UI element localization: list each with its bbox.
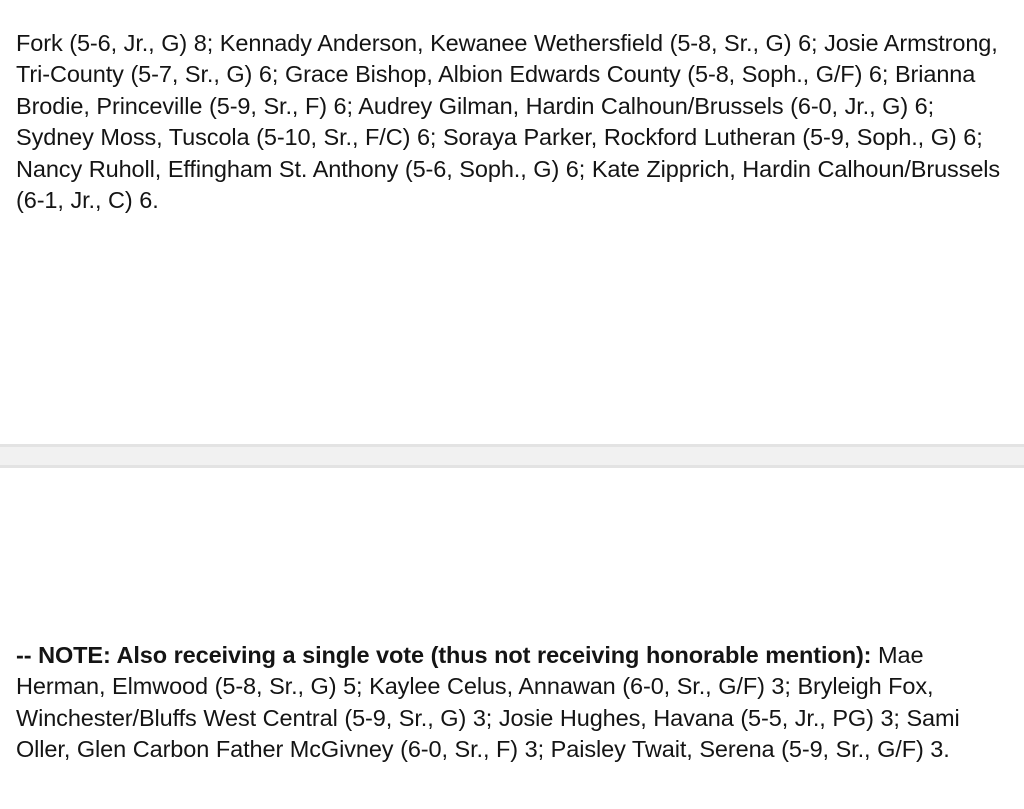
note-lead-label: -- NOTE: Also receiving a single vote (thus not receiving honorable mention): (16, 641, 872, 668)
note-body-text: Mae Herman, Elmwood (5-8, Sr., G) 5; Kaylee Celus, Annawan (6-0, Sr., G/F) 3; Bryleigh Fox, Winchester/Bluffs West Central (5-9, Sr., G) 3; Josie Hughes, Havana (5-5, Jr., PG) 3; Sami Oller, Glen Carbon Father McGivney (6-0, Sr., F) 3; Paisley Twait, Serena (5-9, Sr., G/F) 3. (16, 641, 960, 762)
section-divider-band (0, 447, 1024, 465)
note-paragraph (16, 640, 1010, 766)
top-paragraph: Fork (5-6, Jr., G) 8; Kennady Anderson, Kewanee Wethersfield (5-8, Sr., G) 6; Josie Armstrong, Tri-County (5-7, Sr., G) 6; Grace Bishop, Albion Edwards County (5-8, Soph., G/F) 6; Brianna Brodie, Princeville (5-9, Sr., F) 6; Audrey Gilman, Hardin Calhoun/Brussels (6-0, Jr., G) 6; Sydney Moss, Tuscola (5-10, Sr., F/C) 6; Soraya Parker, Rockford Lutheran (5-9, Soph., G) 6; Nancy Ruholl, Effingham St. Anthony (5-6, Soph., G) 6; Kate Zipprich, Hardin Calhoun/Brussels (6-1, Jr., C) 6. (16, 29, 1001, 213)
section-divider-bottom-edge (0, 465, 1024, 468)
